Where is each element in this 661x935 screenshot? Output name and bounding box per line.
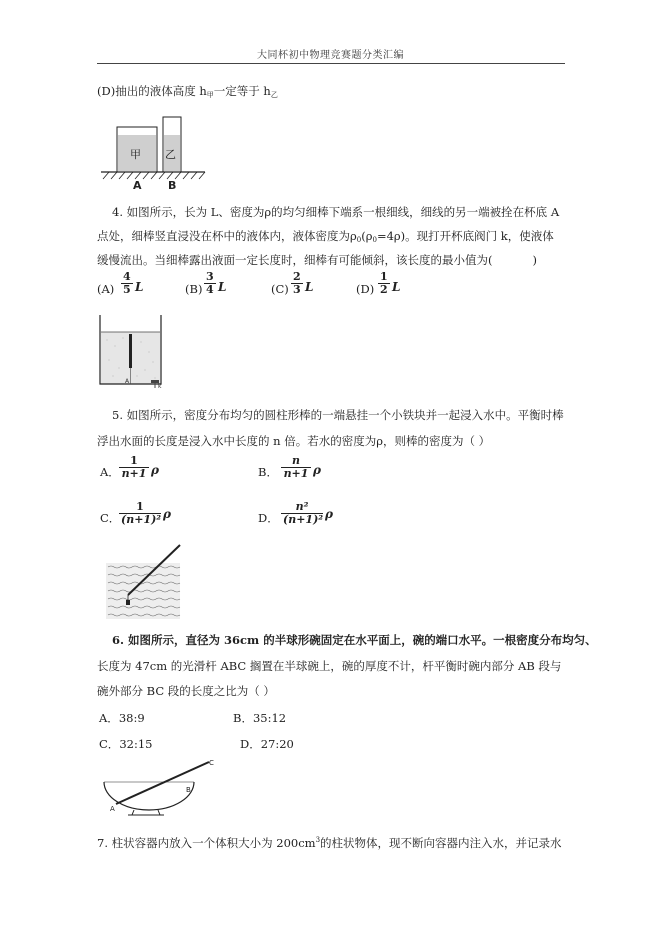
header-divider	[97, 63, 565, 64]
container-label-a: 甲	[130, 148, 141, 161]
q4-options: (A) $\frac{4}{5}$ L (B) $\frac{3}{4}$ L (C) $\frac{2}{3}$ L (D) $\frac{1}{2}$ L	[97, 270, 401, 296]
q4-line3: 缓慢流出。当细棒露出液面一定长度时，细棒有可能倾斜，该长度的最小值为( )	[97, 253, 537, 267]
point-c: C	[209, 759, 214, 767]
q6-line2: 长度为 47cm 的光滑杆 ABC 搁置在半球碗上，碗的厚度不计，杆平衡时碗内部分 AB 段与	[97, 659, 562, 673]
figure-rod-in-cup	[97, 312, 167, 388]
page-header: 大同杯初中物理竞赛题分类汇编	[257, 50, 404, 61]
q5-line2: 浮出水面的长度是浸入水中长度的 n 倍。若水的密度为ρ，则棒的密度为（ ）	[97, 434, 491, 448]
figure-two-containers	[97, 105, 207, 191]
prev-option-d: (D)抽出的液体高度 $h_甲$一定等于 $h_乙$	[97, 84, 278, 99]
label-a: A	[133, 179, 142, 191]
valve-k-label: k	[158, 383, 162, 388]
q5-line1: 5. 如图所示，密度分布均匀的圆柱形棒的一端悬挂一个小铁块并一起浸入水中。平衡时棒	[112, 408, 564, 422]
figure-rod-in-water	[100, 543, 185, 621]
q6-option-c: C．32:15	[99, 737, 153, 751]
water	[106, 563, 180, 619]
container-label-b: 乙	[165, 148, 176, 161]
label-b: B	[168, 179, 177, 191]
q4-line1: 4. 如图所示，长为 L、密度为ρ的均匀细棒下端系一根细线，细线的另一端被拴在杯底 A	[112, 205, 560, 219]
iron-block	[126, 600, 130, 605]
bowl	[104, 782, 194, 810]
q5-options: A． $\frac{1}{n+1}$ ρ B． $\frac{n}{n+1}$ ρ C． $\frac{1}{\text{(n+1)²}}$ ρ D． $\frac{\text{n²}}{\text{(n+1)²}}$ ρ	[100, 454, 333, 526]
q4-line2: 点处，细棒竖直浸没在杯中的液体内，液体密度为$\rho_0(\rho_0=4\rho)$。现打开杯底阀门 k，使液体	[97, 229, 554, 244]
point-a: A	[110, 805, 115, 813]
q6-option-b: B．35:12	[233, 711, 287, 725]
rod	[129, 334, 132, 368]
q7-line1: 7. 柱状容器内放入一个体积大小为 $200cm^3$的柱状物体，现不断向容器内注入水，并记录水	[97, 835, 562, 850]
q6-option-a: A．38:9	[99, 711, 145, 725]
point-a-label: A	[125, 378, 130, 385]
rod-abc	[116, 762, 209, 804]
q6-option-d: D．27:20	[240, 737, 294, 751]
figure-bowl-rod	[98, 756, 218, 820]
point-b: B	[186, 786, 191, 794]
q6-line3: 碗外部分 BC 段的长度之比为（ ）	[97, 684, 275, 698]
q6-line1: 6. 如图所示，直径为 36cm 的半球形碗固定在水平面上，碗的端口水平。一根密度分布均匀、	[112, 633, 597, 647]
